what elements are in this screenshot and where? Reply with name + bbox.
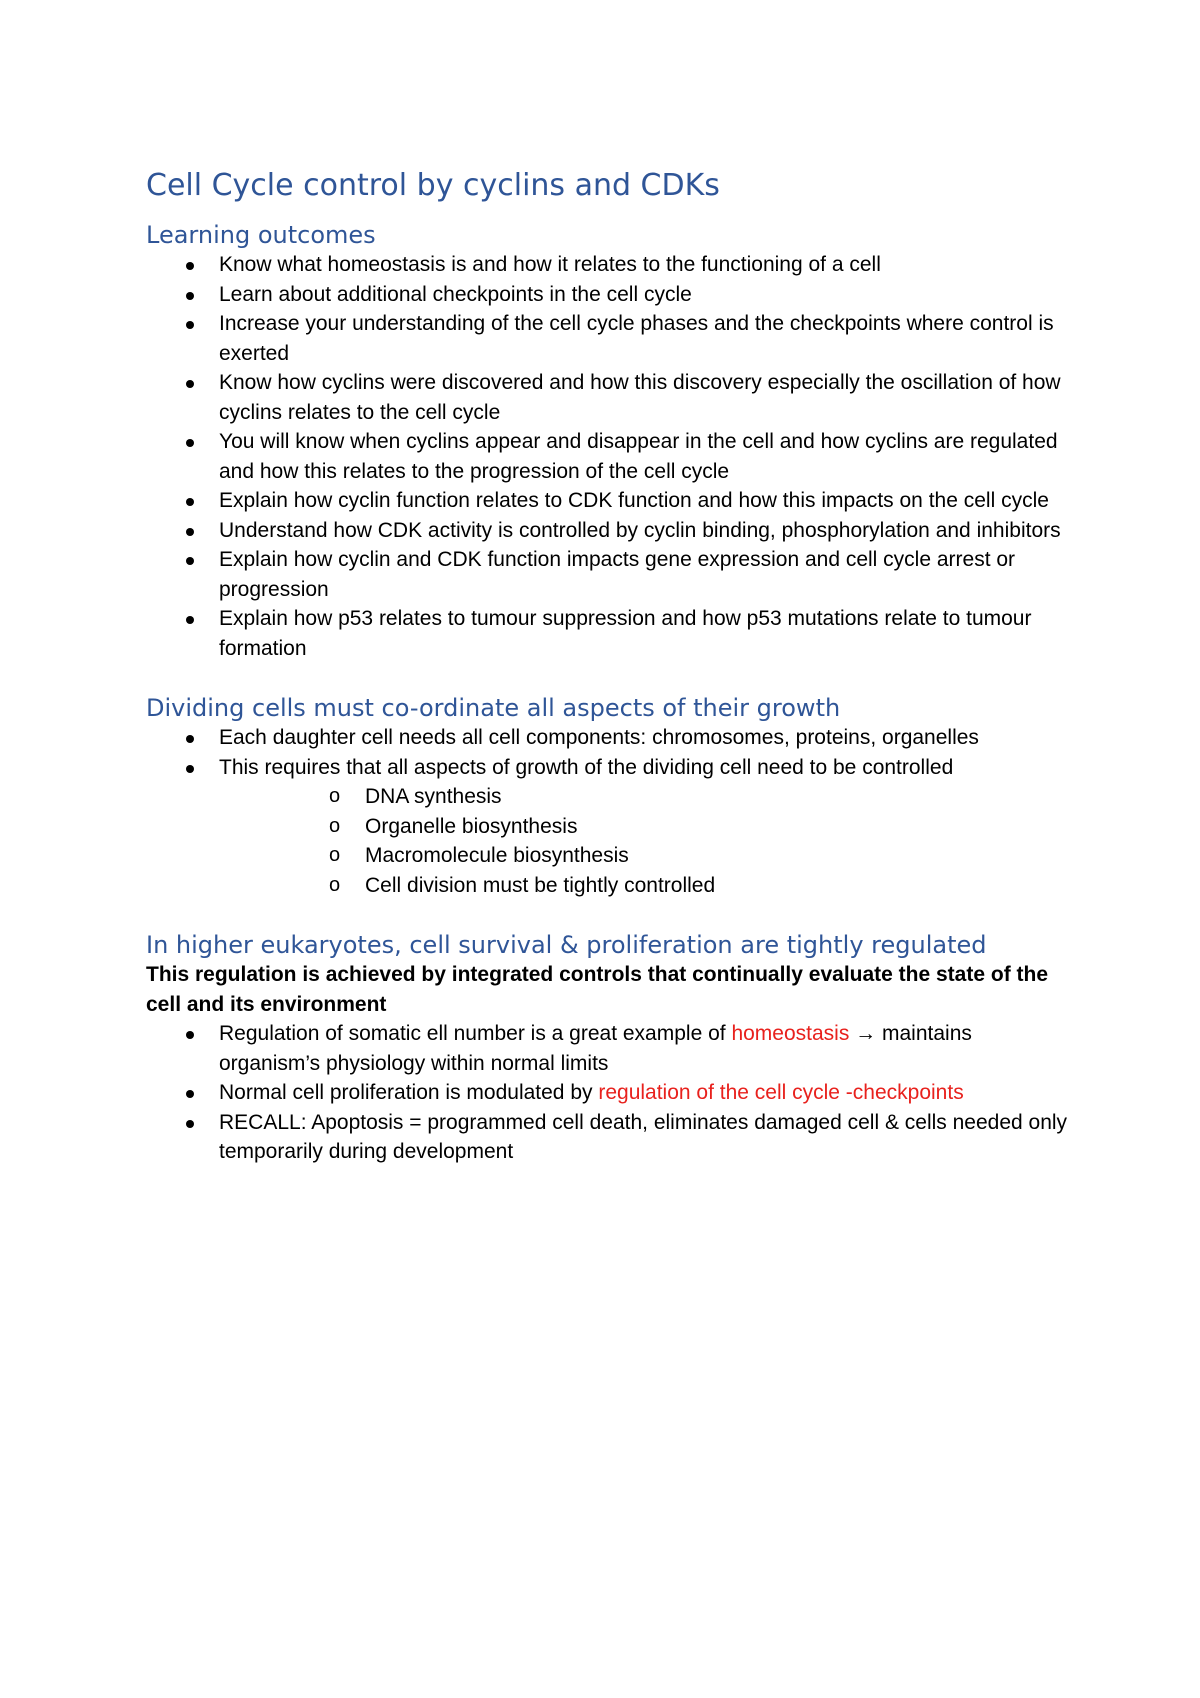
list-item: Learn about additional checkpoints in the cell cycle: [146, 280, 1076, 310]
list-item: Explain how p53 relates to tumour suppression and how p53 mutations relate to tumour formation: [146, 604, 1076, 663]
list-item: [146, 753, 1076, 901]
highlight-homeostasis: homeostasis: [731, 1022, 850, 1045]
regulation-intro: This regulation is achieved by integrated controls that continually evaluate the state of the cell and its environment: [146, 963, 1049, 1016]
heading-higher-eukaryotes: In higher eukaryotes, cell survival & proliferation are tightly regulated: [146, 931, 987, 959]
heading-dividing-cells: Dividing cells must co-ordinate all aspects of their growth: [146, 694, 841, 722]
heading-learning-outcomes: Learning outcomes: [146, 221, 376, 249]
sub-list-item: o Cell division must be tightly controlled: [219, 871, 1076, 901]
dividing-cells-list: [146, 723, 1076, 900]
item-text: Normal cell proliferation is modulated by: [219, 1081, 599, 1104]
list-item-apoptosis: RECALL: Apoptosis = programmed cell death, eliminates damaged cell & cells needed only temporarily during development: [146, 1108, 1076, 1167]
item-text: maintains organism’s physiology within normal limits: [219, 1022, 972, 1075]
list-item: Each daughter cell needs all cell components: chromosomes, proteins, organelles: [146, 723, 1076, 753]
list-item: Know what homeostasis is and how it relates to the functioning of a cell: [146, 250, 1076, 280]
document-content: [146, 168, 1076, 1167]
growth-sublist: [219, 782, 1076, 900]
item-text: Regulation of somatic ell number is a great example of: [219, 1022, 732, 1045]
list-item: Increase your understanding of the cell cycle phases and the checkpoints where control is exerted: [146, 309, 1076, 368]
list-item-homeostasis: [146, 1019, 1076, 1078]
sub-list-item: o Organelle biosynthesis: [219, 812, 1076, 842]
document-title: Cell Cycle control by cyclins and CDKs: [146, 168, 720, 203]
list-item: Understand how CDK activity is controlled by cyclin binding, phosphorylation and inhibitors: [146, 516, 1076, 546]
list-item: You will know when cyclins appear and disappear in the cell and how cyclins are regulated and how this relates to the progression of the cell cycle: [146, 427, 1076, 486]
list-item: Explain how cyclin and CDK function impacts gene expression and cell cycle arrest or progression: [146, 545, 1076, 604]
higher-eukaryotes-list: [146, 1019, 1076, 1167]
sub-list-item: o DNA synthesis: [219, 782, 1076, 812]
list-item-checkpoints: [146, 1078, 1076, 1108]
learning-outcomes-list: [146, 250, 1076, 663]
arrow-right-icon: →: [855, 1022, 877, 1045]
list-item: Know how cyclins were discovered and how this discovery especially the oscillation of how cyclins relates to the cell cycle: [146, 368, 1076, 427]
highlight-checkpoints: regulation of the cell cycle -checkpoints: [598, 1081, 964, 1104]
sub-list-item: o Macromolecule biosynthesis: [219, 841, 1076, 871]
list-item: Explain how cyclin function relates to CDK function and how this impacts on the cell cycle: [146, 486, 1076, 516]
list-item-text: This requires that all aspects of growth of the dividing cell need to be controlled: [219, 755, 954, 779]
